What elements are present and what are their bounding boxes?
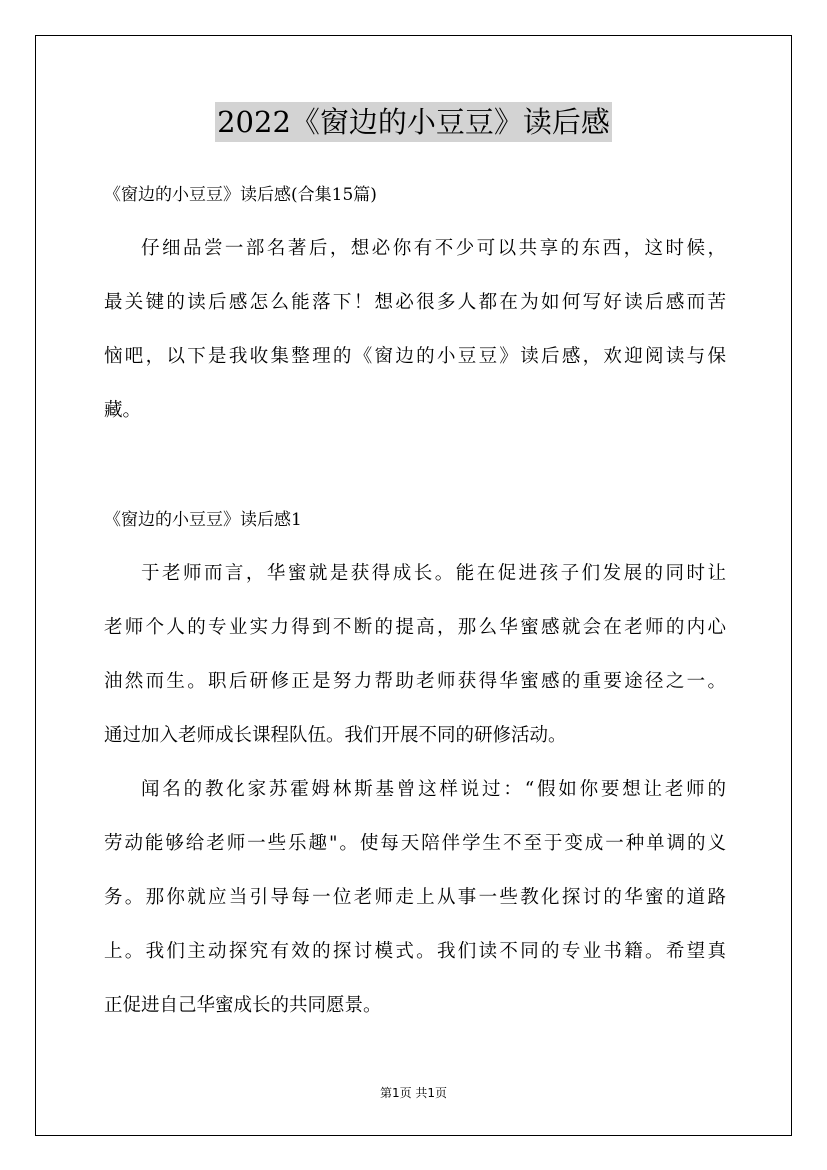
paragraph-line: 务。那你就应当引导每一位老师走上从事一些教化探讨的华蜜的道路 — [104, 887, 726, 908]
intro-line: 藏。 — [104, 400, 142, 421]
paragraph-line: 劳动能够给老师一些乐趣"。使每天陪伴学生不至于变成一种单调的义 — [104, 833, 726, 854]
document-subtitle: 《窗边的小豆豆》读后感(合集15篇) — [104, 185, 377, 205]
paragraph-line: 闻名的教化家苏霍姆林斯基曾这样说过：“假如你要想让老师的 — [141, 779, 726, 800]
title-container — [0, 102, 827, 142]
intro-line: 仔细品尝一部名著后，想必你有不少可以共享的东西，这时候， — [141, 238, 726, 259]
intro-line: 恼吧，以下是我收集整理的《窗边的小豆豆》读后感，欢迎阅读与保 — [104, 346, 726, 367]
paragraph-line: 上。我们主动探究有效的探讨模式。我们读不同的专业书籍。希望真 — [104, 941, 726, 962]
paragraph-line: 老师个人的专业实力得到不断的提高，那么华蜜感就会在老师的内心 — [104, 617, 726, 638]
paragraph-line: 正促进自己华蜜成长的共同愿景。 — [104, 995, 382, 1016]
paragraph-line: 于老师而言，华蜜就是获得成长。能在促进孩子们发展的同时让 — [141, 563, 726, 584]
section-heading: 《窗边的小豆豆》读后感1 — [104, 510, 302, 530]
paragraph-line: 通过加入老师成长课程队伍。我们开展不同的研修活动。 — [104, 725, 567, 746]
paragraph-line: 油然而生。职后研修正是努力帮助老师获得华蜜感的重要途径之一。 — [104, 671, 726, 692]
document-title: 2022《窗边的小豆豆》读后感 — [215, 102, 612, 142]
intro-line: 最关键的读后感怎么能落下！想必很多人都在为如何写好读后感而苦 — [104, 292, 726, 313]
page-footer: 第1页 共1页 — [379, 1086, 448, 1100]
